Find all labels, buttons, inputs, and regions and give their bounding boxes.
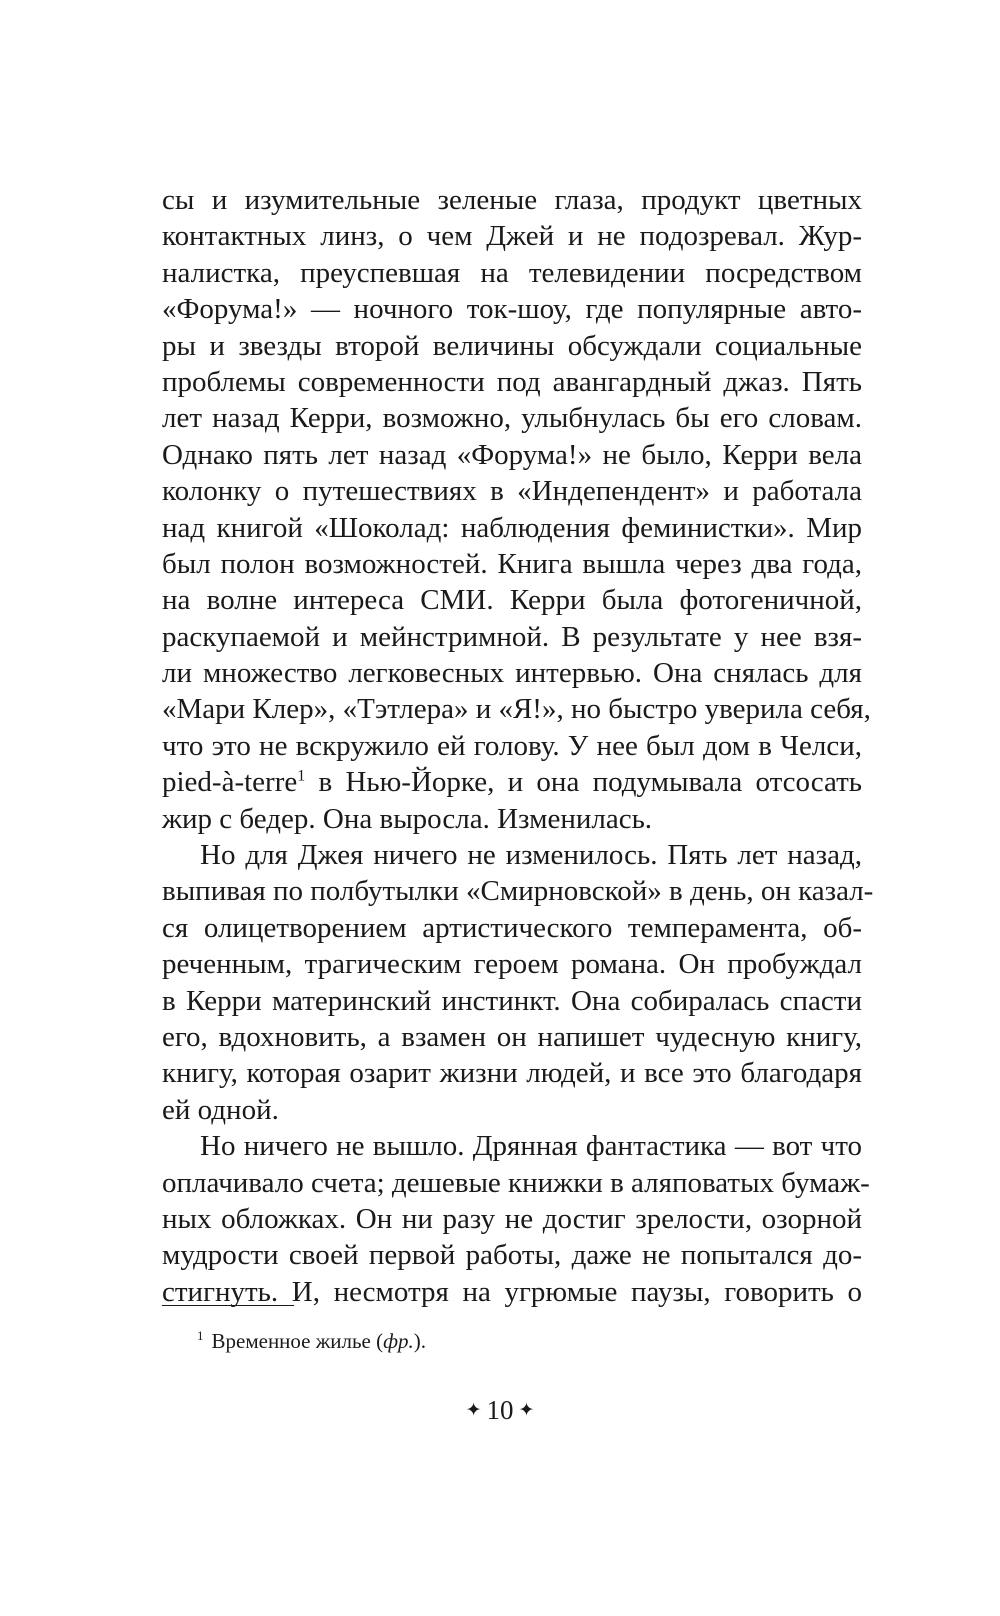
ornament-right-icon: ✦ [518,1400,535,1421]
paragraph-first-line: Но для Джея ничего не изменилось. Пять лет назад, [200,839,862,872]
text-line: книгу, которая озарит жизни людей, и все это благодаря [162,1057,862,1090]
text-line: жир с бедер. Она выросла. Изменилась. [162,802,653,835]
body-text [162,182,874,1310]
footnote [197,1326,426,1356]
text-line: сы и изумительные зеленые глаза, продукт цветных [162,184,862,216]
footnote-number: 1 [197,1328,204,1343]
text-line: выпивая по полбутылки «Смирновской» в день, он казал- [162,875,874,908]
footnote-reference[interactable]: 1 [297,767,306,785]
text-line: «Мари Клер», «Тэтлера» и «Я!», но быстро уверила себя, [162,693,871,726]
text-line: колонку о путешествиях в «Индепендент» и работала [162,475,862,508]
text-line: контактных линз, о чем Джей и не подозревал. Жур- [162,220,862,253]
foreign-phrase: pied-à-terre [162,766,298,799]
ornament-left-icon: ✦ [465,1400,482,1421]
page-number-value: 10 [486,1395,514,1425]
text-line: лет назад Керри, возможно, улыбнулась бы его словам. [162,402,862,435]
footnote-divider [162,1305,294,1306]
footnote-close: ). [413,1329,427,1353]
text-line: Однако пять лет назад «Форума!» не было, Керри вела [162,438,862,471]
text-line: оплачивало счета; дешевые книжки в аляповатых бумаж- [162,1166,870,1199]
text-line-rest: в Нью-Йорке, и она подумывала отсосать [318,766,862,799]
text-line: ных обложках. Он ни разу не достиг зрелости, озорной [162,1202,862,1235]
paragraph-first-line: Но ничего не вышло. Дрянная фантастика — вот что [200,1130,862,1163]
footnote-language: фр. [383,1329,414,1353]
text-line: над книгой «Шоколад: наблюдения феминистки». Мир [162,511,862,544]
text-line: мудрости своей первой работы, даже не попытался до- [162,1239,862,1272]
text-line: ей одной. [162,1093,279,1126]
text-line: «Форума!» — ночного ток-шоу, где популярные авто- [162,293,862,326]
text-line: стигнуть. И, несмотря на угрюмые паузы, говорить о [162,1275,862,1308]
text-line: на волне интереса СМИ. Керри была фотогеничной, [162,584,862,617]
text-line: реченным, трагическим героем романа. Он пробуждал [162,948,862,981]
footnote-text: Временное жилье ( [211,1329,384,1353]
text-line: что это не вскружило ей голову. У нее был дом в Челси, [162,729,862,762]
text-line: ры и звезды второй величины обсуждали социальные [162,329,862,362]
text-line: в Керри материнский инстинкт. Она собиралась спасти [162,984,862,1017]
text-line-with-footnote [162,764,862,800]
text-line: налистка, преуспевшая на телевидении посредством [162,256,862,289]
text-line: раскупаемой и мейнстримной. В результате у нее взя- [162,620,862,653]
text-line: был полон возможностей. Книга вышла через два года, [162,547,862,580]
text-line: ся олицетворением артистического темперамента, об- [162,911,862,944]
page-number [0,1393,1000,1428]
text-line: ли множество легковесных интервью. Она снялась для [162,657,862,690]
text-line: проблемы современности под авангардный джаз. Пять [162,365,862,398]
text-line: его, вдохновить, а взамен он напишет чудесную книгу, [162,1020,862,1053]
